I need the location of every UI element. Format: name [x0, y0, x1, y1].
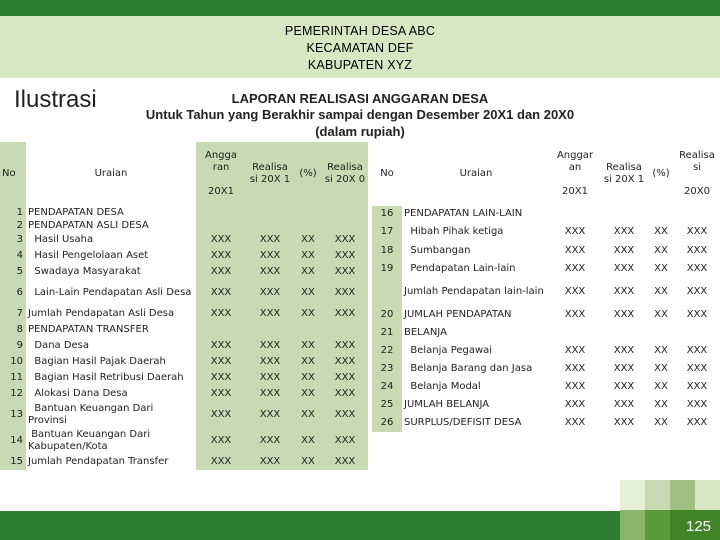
percentage-value: XX	[294, 306, 322, 322]
row-description: PENDAPATAN TRANSFER	[26, 322, 196, 338]
anggaran-value: XXX	[196, 248, 246, 264]
right-table-row	[372, 324, 720, 342]
right-table-row	[372, 222, 720, 242]
report-subtitle: Untuk Tahun yang Berakhir sampai dengan Desember 20X1 dan 20X0	[145, 107, 575, 122]
realisasi-value	[246, 322, 294, 338]
realisasi-prev-value: XXX	[322, 402, 368, 428]
row-number: 16	[372, 206, 402, 222]
percentage-value: XX	[648, 278, 674, 306]
realisasi-prev-value	[674, 206, 720, 222]
row-number: 22	[372, 342, 402, 360]
realisasi-prev-value	[322, 322, 368, 338]
realisasi-prev-value: XXX	[674, 222, 720, 242]
row-number	[372, 278, 402, 306]
realisasi-value: XXX	[246, 386, 294, 402]
col-header-realisasi-prev	[674, 142, 720, 206]
realisasi-prev-value: XXX	[674, 360, 720, 378]
left-table-row	[0, 264, 368, 280]
row-description: PENDAPATAN LAIN-LAIN	[402, 206, 550, 222]
realisasi-prev-value	[674, 324, 720, 342]
row-description: Jumlah Pendapatan Asli Desa	[26, 306, 196, 322]
anggaran-value	[196, 219, 246, 232]
percentage-value	[648, 324, 674, 342]
realisasi-prev-value: XXX	[322, 428, 368, 454]
row-number: 26	[372, 414, 402, 432]
row-number: 4	[0, 248, 26, 264]
row-description: Jumlah Pendapatan lain-lain	[402, 278, 550, 306]
realisasi-value: XXX	[246, 306, 294, 322]
header-band	[0, 16, 720, 78]
left-report-table	[0, 142, 368, 470]
header-line-1: PEMERINTAH DESA ABC	[284, 24, 436, 38]
row-number: 21	[372, 324, 402, 342]
right-report-table	[372, 142, 720, 432]
anggaran-value: XXX	[550, 414, 600, 432]
left-table-row	[0, 248, 368, 264]
right-table-row	[372, 342, 720, 360]
realisasi-prev-value: XXX	[674, 342, 720, 360]
realisasi-value: XXX	[246, 338, 294, 354]
anggaran-value: XXX	[550, 222, 600, 242]
row-description: Pendapatan Lain-lain	[402, 260, 550, 278]
row-number: 9	[0, 338, 26, 354]
col-header-no: No	[0, 142, 26, 206]
realisasi-prev-value: XXX	[674, 242, 720, 260]
col-header-pct: (%)	[648, 142, 674, 206]
left-table-row	[0, 454, 368, 470]
row-description: Hasil Usaha	[26, 232, 196, 248]
row-description: JUMLAH BELANJA	[402, 396, 550, 414]
percentage-value: XX	[294, 248, 322, 264]
realisasi-prev-value: XXX	[322, 354, 368, 370]
row-description: Dana Desa	[26, 338, 196, 354]
anggaran-value: XXX	[196, 354, 246, 370]
anggaran-value: XXX	[196, 428, 246, 454]
percentage-value: XX	[294, 454, 322, 470]
percentage-value: XX	[648, 342, 674, 360]
percentage-value: XX	[294, 428, 322, 454]
percentage-value	[294, 322, 322, 338]
col-header-anggaran-year: 20X1	[562, 186, 588, 197]
percentage-value: XX	[294, 232, 322, 248]
anggaran-value: XXX	[196, 232, 246, 248]
row-number: 14	[0, 428, 26, 454]
col-header-no: No	[372, 142, 402, 206]
bottom-accent-strip	[0, 511, 720, 540]
col-header-realisasi-prev-label: Realisa si	[679, 150, 715, 173]
row-number: 3	[0, 232, 26, 248]
row-number: 23	[372, 360, 402, 378]
right-table-row	[372, 242, 720, 260]
header-line-3: KABUPATEN XYZ	[307, 58, 413, 72]
left-table-row	[0, 370, 368, 386]
left-table-row	[0, 402, 368, 428]
row-description: Swadaya Masyarakat	[26, 264, 196, 280]
col-header-uraian: Uraian	[26, 142, 196, 206]
row-number: 1	[0, 206, 26, 219]
right-table-row	[372, 206, 720, 222]
report-title: LAPORAN REALISASI ANGGARAN DESA	[231, 91, 489, 106]
badge-square	[670, 480, 695, 510]
right-table-row	[372, 414, 720, 432]
row-number: 19	[372, 260, 402, 278]
header-line-2: KECAMATAN DEF	[306, 41, 414, 55]
realisasi-prev-value: XXX	[674, 278, 720, 306]
anggaran-value: XXX	[196, 454, 246, 470]
realisasi-value: XXX	[600, 360, 648, 378]
anggaran-value: XXX	[550, 360, 600, 378]
left-table-row	[0, 354, 368, 370]
left-table-row	[0, 206, 368, 219]
percentage-value	[294, 206, 322, 219]
row-description: SURPLUS/DEFISIT DESA	[402, 414, 550, 432]
col-header-realisasi-prev: Realisa si 20X 0	[322, 142, 368, 206]
row-description: Alokasi Dana Desa	[26, 386, 196, 402]
anggaran-value: XXX	[196, 264, 246, 280]
percentage-value	[648, 206, 674, 222]
realisasi-prev-value: XXX	[322, 306, 368, 322]
report-unit: (dalam rupiah)	[315, 124, 405, 139]
page-number: 125	[686, 518, 712, 535]
anggaran-value	[196, 322, 246, 338]
top-accent-strip	[0, 0, 720, 16]
row-number: 11	[0, 370, 26, 386]
row-description: Bantuan Keuangan Dari Provinsi	[26, 402, 196, 428]
col-header-anggaran	[196, 142, 246, 206]
anggaran-value: XXX	[550, 306, 600, 324]
right-table-header	[372, 142, 720, 206]
anggaran-value: XXX	[196, 306, 246, 322]
percentage-value: XX	[648, 306, 674, 324]
right-table-row	[372, 260, 720, 278]
anggaran-value: XXX	[196, 280, 246, 306]
row-description: Jumlah Pendapatan Transfer	[26, 454, 196, 470]
realisasi-value: XXX	[600, 222, 648, 242]
realisasi-value: XXX	[600, 342, 648, 360]
realisasi-prev-value: XXX	[322, 232, 368, 248]
realisasi-prev-value	[322, 219, 368, 232]
realisasi-value: XXX	[246, 428, 294, 454]
row-description: Belanja Barang dan Jasa	[402, 360, 550, 378]
col-header-pct: (%)	[294, 142, 322, 206]
col-header-anggaran	[550, 142, 600, 206]
col-header-realisasi: Realisa si 20X 1	[600, 142, 648, 206]
right-table-row	[372, 278, 720, 306]
right-table-row	[372, 306, 720, 324]
col-header-realisasi-prev-year: 20X0	[684, 186, 710, 197]
row-number: 17	[372, 222, 402, 242]
realisasi-value: XXX	[600, 414, 648, 432]
realisasi-prev-value: XXX	[674, 414, 720, 432]
realisasi-prev-value: XXX	[322, 338, 368, 354]
row-number: 18	[372, 242, 402, 260]
col-header-uraian: Uraian	[402, 142, 550, 206]
badge-square	[620, 510, 645, 540]
percentage-value: XX	[294, 354, 322, 370]
anggaran-value: XXX	[196, 338, 246, 354]
col-header-anggaran-label: Angga ran	[204, 150, 237, 173]
percentage-value: XX	[294, 370, 322, 386]
left-table-row	[0, 306, 368, 322]
percentage-value: XX	[294, 386, 322, 402]
realisasi-value: XXX	[246, 370, 294, 386]
anggaran-value: XXX	[196, 386, 246, 402]
realisasi-value	[600, 324, 648, 342]
anggaran-value: XXX	[550, 278, 600, 306]
percentage-value: XX	[648, 396, 674, 414]
percentage-value: XX	[648, 378, 674, 396]
realisasi-prev-value: XXX	[322, 370, 368, 386]
percentage-value: XX	[648, 222, 674, 242]
anggaran-value: XXX	[550, 378, 600, 396]
realisasi-value: XXX	[600, 306, 648, 324]
percentage-value: XX	[648, 414, 674, 432]
realisasi-value: XXX	[600, 260, 648, 278]
row-number: 6	[0, 280, 26, 306]
row-description: Bantuan Keuangan Dari Kabupaten/Kota	[26, 428, 196, 454]
row-description: Sumbangan	[402, 242, 550, 260]
realisasi-value: XXX	[600, 242, 648, 260]
row-number: 15	[0, 454, 26, 470]
row-number: 2	[0, 219, 26, 232]
realisasi-prev-value: XXX	[322, 264, 368, 280]
percentage-value	[294, 219, 322, 232]
row-description: Belanja Pegawai	[402, 342, 550, 360]
left-table-row	[0, 338, 368, 354]
realisasi-value: XXX	[246, 232, 294, 248]
anggaran-value: XXX	[550, 242, 600, 260]
realisasi-value: XXX	[600, 278, 648, 306]
row-number: 12	[0, 386, 26, 402]
left-table-row	[0, 232, 368, 248]
anggaran-value: XXX	[550, 260, 600, 278]
row-description: Hibah Pihak ketiga	[402, 222, 550, 242]
left-table-header	[0, 142, 368, 206]
realisasi-prev-value: XXX	[674, 378, 720, 396]
row-description: BELANJA	[402, 324, 550, 342]
left-table-row	[0, 280, 368, 306]
percentage-value: XX	[294, 264, 322, 280]
row-description: JUMLAH PENDAPATAN	[402, 306, 550, 324]
realisasi-prev-value: XXX	[674, 260, 720, 278]
percentage-value: XX	[648, 242, 674, 260]
row-number: 8	[0, 322, 26, 338]
row-description: Hasil Pengelolaan Aset	[26, 248, 196, 264]
row-description: Belanja Modal	[402, 378, 550, 396]
row-number: 20	[372, 306, 402, 324]
percentage-value: XX	[294, 280, 322, 306]
anggaran-value	[550, 324, 600, 342]
col-header-anggaran-year: 20X1	[208, 186, 234, 197]
realisasi-value: XXX	[246, 454, 294, 470]
realisasi-value	[246, 206, 294, 219]
anggaran-value: XXX	[550, 342, 600, 360]
row-description: Bagian Hasil Pajak Daerah	[26, 354, 196, 370]
percentage-value: XX	[648, 260, 674, 278]
realisasi-prev-value: XXX	[674, 306, 720, 324]
realisasi-prev-value: XXX	[322, 454, 368, 470]
realisasi-value	[246, 219, 294, 232]
percentage-value: XX	[648, 360, 674, 378]
realisasi-prev-value: XXX	[322, 386, 368, 402]
realisasi-value	[600, 206, 648, 222]
percentage-value: XX	[294, 402, 322, 428]
row-number: 25	[372, 396, 402, 414]
row-number: 7	[0, 306, 26, 322]
row-number: 5	[0, 264, 26, 280]
realisasi-prev-value	[322, 206, 368, 219]
realisasi-value: XXX	[246, 248, 294, 264]
anggaran-value: XXX	[196, 402, 246, 428]
percentage-value: XX	[294, 338, 322, 354]
anggaran-value	[550, 206, 600, 222]
realisasi-value: XXX	[600, 396, 648, 414]
right-table-row	[372, 378, 720, 396]
col-header-anggaran-label: Anggar an	[556, 150, 594, 173]
badge-square	[645, 480, 670, 510]
realisasi-prev-value: XXX	[322, 280, 368, 306]
row-number: 24	[372, 378, 402, 396]
left-table-row	[0, 386, 368, 402]
slide-label: Ilustrasi	[14, 86, 97, 113]
left-table-row	[0, 322, 368, 338]
badge-square	[620, 480, 645, 510]
right-table-row	[372, 396, 720, 414]
row-number: 13	[0, 402, 26, 428]
anggaran-value	[196, 206, 246, 219]
row-description: Bagian Hasil Retribusi Daerah	[26, 370, 196, 386]
realisasi-value: XXX	[600, 378, 648, 396]
right-table-row	[372, 360, 720, 378]
anggaran-value: XXX	[550, 396, 600, 414]
anggaran-value: XXX	[196, 370, 246, 386]
realisasi-value: XXX	[246, 402, 294, 428]
realisasi-value: XXX	[246, 264, 294, 280]
realisasi-prev-value: XXX	[322, 248, 368, 264]
row-description: PENDAPATAN ASLI DESA	[26, 219, 196, 232]
badge-square	[645, 510, 670, 540]
col-header-realisasi: Realisa si 20X 1	[246, 142, 294, 206]
row-description: PENDAPATAN DESA	[26, 206, 196, 219]
realisasi-prev-value: XXX	[674, 396, 720, 414]
left-table-row	[0, 428, 368, 454]
left-table-row	[0, 219, 368, 232]
row-number: 10	[0, 354, 26, 370]
row-description: Lain-Lain Pendapatan Asli Desa	[26, 280, 196, 306]
realisasi-value: XXX	[246, 280, 294, 306]
realisasi-value: XXX	[246, 354, 294, 370]
